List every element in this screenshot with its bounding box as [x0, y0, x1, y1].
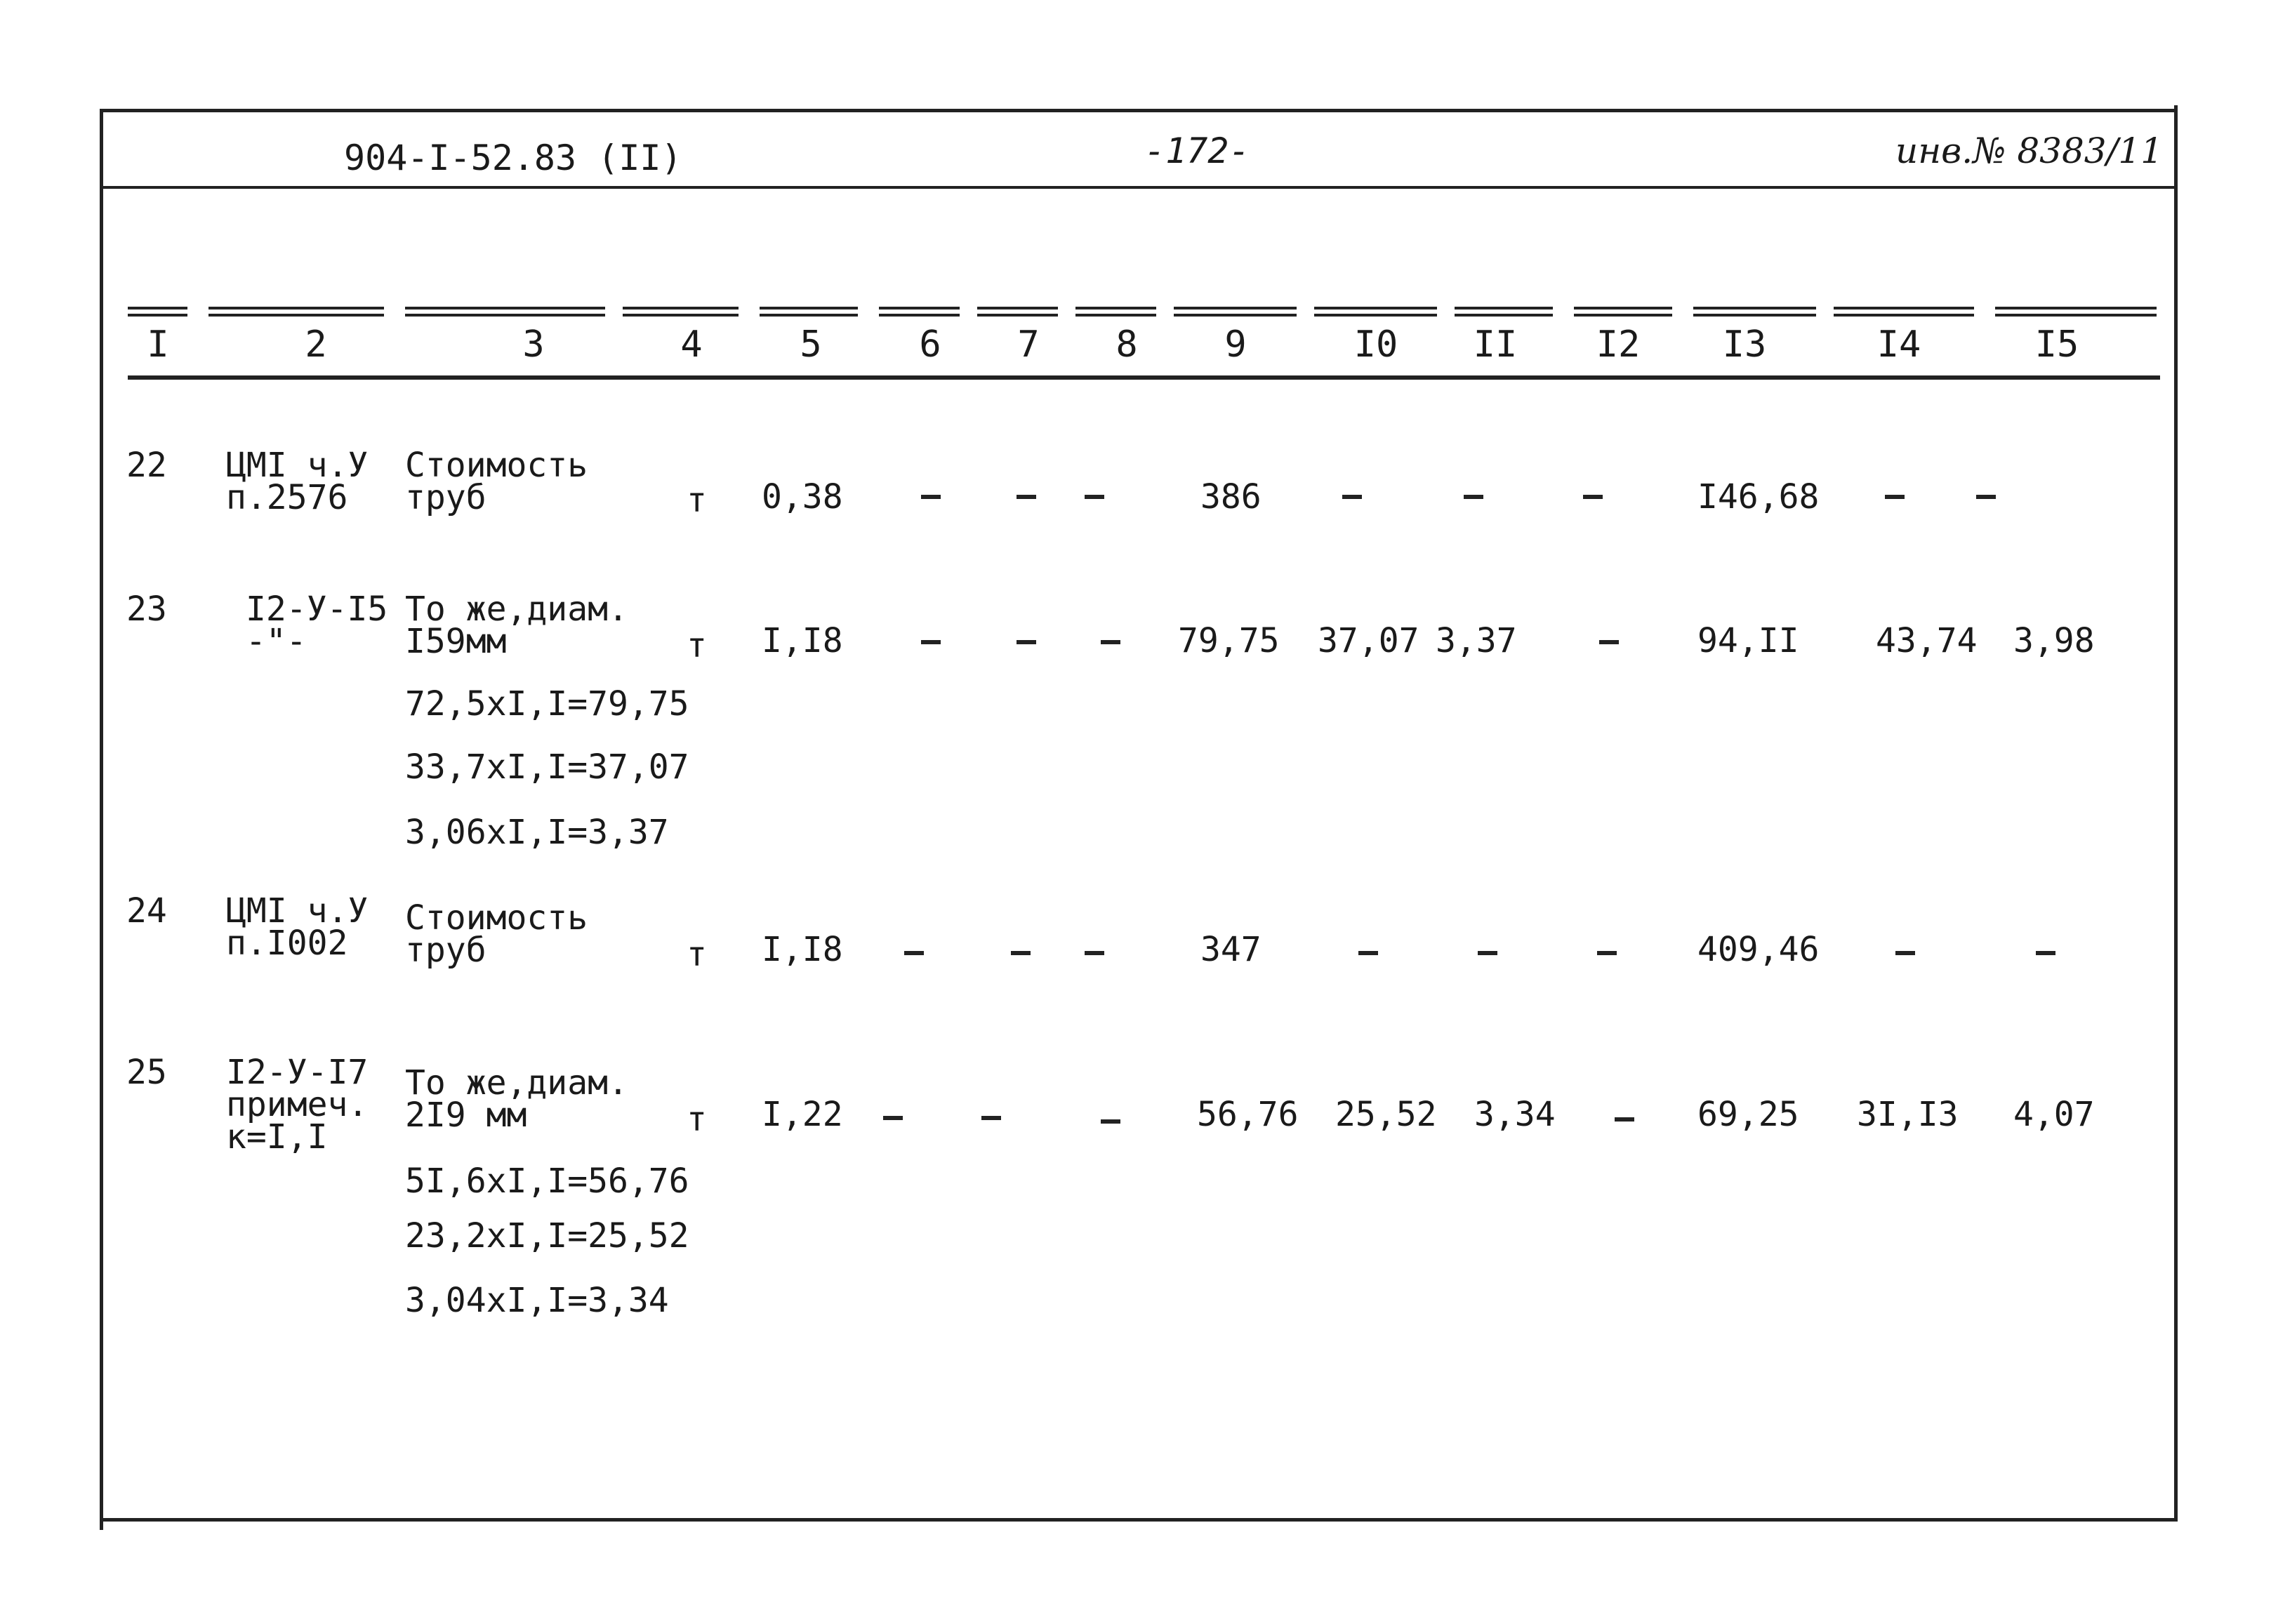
- frame-bottom-border: [100, 1518, 2178, 1522]
- column-top-rule: [208, 307, 384, 317]
- row-reference: I2-У-I7 примеч. к=I,I: [226, 1053, 369, 1157]
- row-col15: 4,07: [2013, 1095, 2095, 1134]
- column-top-rule: [623, 307, 739, 317]
- column-top-rule: [1455, 307, 1553, 317]
- column-top-rule: [1574, 307, 1672, 317]
- row-col12-dash: [1615, 1117, 1634, 1122]
- row-col8-dash: [1101, 640, 1120, 644]
- column-number: I5: [2034, 324, 2079, 366]
- column-top-rule: [1075, 307, 1156, 317]
- row-col6-dash: [921, 640, 941, 644]
- column-top-rule: [1174, 307, 1297, 317]
- row-description: Стоимость труб: [405, 446, 588, 517]
- row-col8-dash: [1085, 951, 1104, 955]
- column-top-rule: [977, 307, 1058, 317]
- row-col6-dash: [904, 951, 924, 955]
- row-unit: т: [687, 481, 707, 520]
- column-number: 9: [1224, 324, 1247, 366]
- column-number: II: [1473, 324, 1518, 366]
- row-description: Стоимость труб: [405, 898, 588, 970]
- row-col9: 56,76: [1197, 1095, 1299, 1134]
- row-col5: 0,38: [762, 477, 843, 517]
- column-top-rule: [1314, 307, 1437, 317]
- frame-right-border: [2174, 105, 2178, 1519]
- row-col9: 347: [1200, 930, 1262, 969]
- calculation-line: 23,2xI,I=25,52: [405, 1216, 689, 1256]
- row-col5: I,I8: [762, 621, 843, 660]
- row-col8-dash: [1085, 495, 1104, 499]
- row-col7-dash: [1011, 951, 1031, 955]
- row-number: 22: [126, 446, 167, 485]
- column-top-rule: [760, 307, 858, 317]
- row-col7-dash: [981, 1116, 1001, 1120]
- column-top-rule: [405, 307, 605, 317]
- row-col13: 409,46: [1697, 930, 1820, 969]
- row-col9: 79,75: [1178, 621, 1280, 660]
- column-number: 4: [680, 324, 703, 366]
- column-number: I0: [1353, 324, 1398, 366]
- row-number: 25: [126, 1053, 167, 1092]
- calculation-line: 3,06xI,I=3,37: [405, 813, 669, 852]
- row-col13: 94,II: [1697, 621, 1799, 660]
- row-col7-dash: [1017, 495, 1036, 499]
- row-col14-dash: [1895, 951, 1915, 955]
- row-col14-dash: [1885, 495, 1905, 499]
- row-col10: 25,52: [1335, 1095, 1437, 1134]
- row-col11-dash: [1478, 951, 1497, 955]
- row-reference: ЦМI ч.У п.2576: [226, 446, 369, 517]
- row-reference: ЦМI ч.У п.I002: [226, 891, 369, 963]
- row-col14: 43,74: [1876, 621, 1978, 660]
- page-number: -172-: [1144, 131, 1250, 171]
- row-col11-dash: [1464, 495, 1483, 499]
- row-number: 24: [126, 891, 167, 931]
- calculation-line: 72,5xI,I=79,75: [405, 684, 689, 724]
- frame-top-border: [100, 109, 2178, 112]
- calculation-line: 5I,6xI,I=56,76: [405, 1162, 689, 1201]
- column-number: 7: [1017, 324, 1040, 366]
- row-reference: I2-У-I5 -"-: [246, 590, 388, 661]
- calculation-line: 3,04xI,I=3,34: [405, 1281, 669, 1320]
- column-number: I3: [1722, 324, 1767, 366]
- row-description: То же,диам. 2I9 мм: [405, 1063, 628, 1135]
- row-col10-dash: [1358, 951, 1378, 955]
- row-col13: 69,25: [1697, 1095, 1799, 1134]
- row-col6-dash: [883, 1116, 903, 1120]
- row-col10: 37,07: [1318, 621, 1419, 660]
- column-top-rule: [879, 307, 960, 317]
- column-number: 5: [800, 324, 822, 366]
- column-number: 2: [305, 324, 327, 366]
- column-header-underline: [128, 375, 2160, 380]
- row-col15-dash: [1976, 495, 1996, 499]
- column-number: I: [147, 324, 169, 366]
- calculation-line: 33,7xI,I=37,07: [405, 747, 689, 787]
- column-number: I4: [1876, 324, 1921, 366]
- row-col13: I46,68: [1697, 477, 1820, 517]
- row-col11: 3,34: [1474, 1095, 1556, 1134]
- column-top-rule: [1693, 307, 1816, 317]
- row-unit: т: [687, 1100, 707, 1139]
- header-rule: [100, 186, 2178, 189]
- row-unit: т: [687, 935, 707, 974]
- row-col15-dash: [2036, 951, 2055, 955]
- frame-left-border: [100, 109, 103, 1530]
- row-number: 23: [126, 590, 167, 629]
- row-col7-dash: [1017, 640, 1036, 644]
- column-number: I2: [1596, 324, 1641, 366]
- row-description: То же,диам. I59мм: [405, 590, 628, 661]
- column-number: 3: [522, 324, 545, 366]
- row-col12-dash: [1583, 495, 1603, 499]
- row-col9: 386: [1200, 477, 1262, 517]
- row-col6-dash: [921, 495, 941, 499]
- inventory-number: инв.№ 8383/11: [1895, 131, 2164, 171]
- row-col12-dash: [1599, 640, 1619, 644]
- row-col11: 3,37: [1436, 621, 1517, 660]
- column-number: 8: [1115, 324, 1138, 366]
- row-col12-dash: [1597, 951, 1617, 955]
- column-top-rule: [128, 307, 187, 317]
- row-col8-dash: [1101, 1119, 1120, 1124]
- row-col10-dash: [1342, 495, 1362, 499]
- row-col5: I,22: [762, 1095, 843, 1134]
- row-col5: I,I8: [762, 930, 843, 969]
- row-col14: 3I,I3: [1857, 1095, 1959, 1134]
- column-top-rule: [1834, 307, 1974, 317]
- row-unit: т: [687, 626, 707, 665]
- row-col15: 3,98: [2013, 621, 2095, 660]
- column-number: 6: [919, 324, 941, 366]
- document-code: 904-I-52.83 (II): [344, 138, 682, 178]
- column-top-rule: [1995, 307, 2157, 317]
